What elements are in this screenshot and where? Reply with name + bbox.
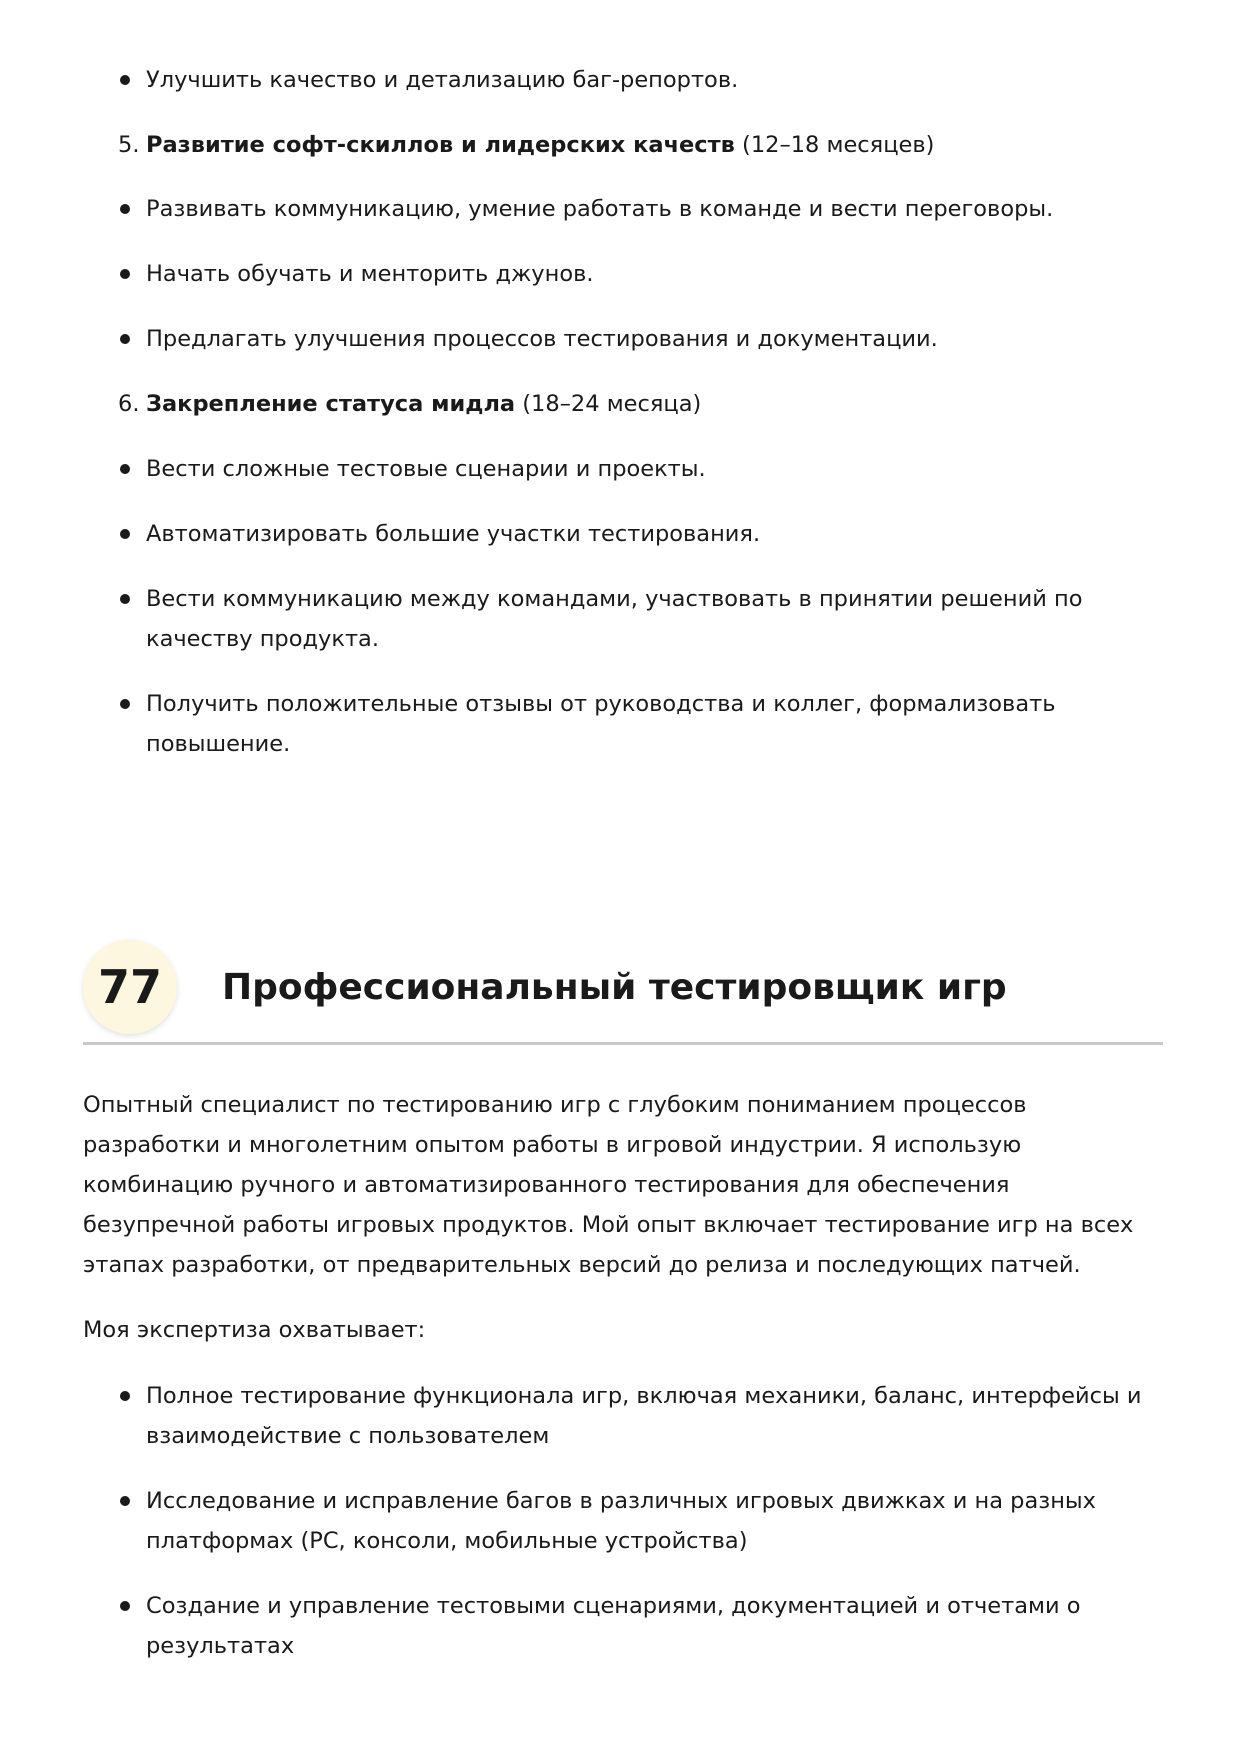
list-item: Начать обучать и менторить джунов. <box>146 254 1166 294</box>
expertise-label: Моя экспертиза охватывает: <box>83 1317 426 1343</box>
step-number: 6. <box>118 391 140 417</box>
list-item: Получить положительные отзывы от руководства и коллег, формализовать повышение. <box>146 684 1166 764</box>
section-number-badge: 77 <box>83 940 177 1034</box>
bullet-icon <box>120 464 130 474</box>
step-period: (12–18 месяцев) <box>742 132 935 158</box>
list-item: Исследование и исправление багов в различных игровых движках и на разных платформах (PC, консоли, мобильные устройства) <box>146 1481 1166 1561</box>
bullet-icon <box>120 75 130 85</box>
intro-paragraph: Опытный специалист по тестированию игр с глубоким пониманием процессов разработки и многолетним опытом работы в игровой индустрии. Я использую комбинацию ручного и автоматизированного тестирования для обеспечения безупречной работы игровых продуктов. Мой опыт включает тестирование игр на всех этапах разработки, от предварительных версий до релиза и последующих патчей. <box>83 1092 1134 1278</box>
bullet-icon <box>120 204 130 214</box>
list-item: Развивать коммуникацию, умение работать в команде и вести переговоры. <box>146 189 1166 229</box>
list-item: Создание и управление тестовыми сценариями, документацией и отчетами о результатах <box>146 1586 1166 1666</box>
bullet-icon <box>120 1496 130 1506</box>
list-item: Автоматизировать большие участки тестирования. <box>146 514 1166 554</box>
step-title: Развитие софт-скиллов и лидерских качеств <box>146 132 735 158</box>
list-item: Вести сложные тестовые сценарии и проекты. <box>146 449 1166 489</box>
bullet-icon <box>120 699 130 709</box>
bullet-icon <box>120 334 130 344</box>
bullet-icon <box>120 1391 130 1401</box>
section-title: Профессиональный тестировщик игр <box>222 967 1007 1008</box>
list-item: Улучшить качество и детализацию баг-репортов. <box>146 60 1166 100</box>
step-number: 5. <box>118 132 140 158</box>
section-header <box>83 940 1163 1046</box>
step-title: Закрепление статуса мидла <box>146 391 516 417</box>
numbered-step-5 <box>118 125 1166 165</box>
bullet-icon <box>120 1601 130 1611</box>
bullet-icon <box>120 529 130 539</box>
list-item: Полное тестирование функционала игр, включая механики, баланс, интерфейсы и взаимодействие с пользователем <box>146 1376 1166 1456</box>
bullet-icon <box>120 269 130 279</box>
bullet-icon <box>120 594 130 604</box>
step-period: (18–24 месяца) <box>522 391 702 417</box>
numbered-step-6 <box>118 384 1166 424</box>
list-item: Вести коммуникацию между командами, участвовать в принятии решений по качеству продукта. <box>146 579 1166 659</box>
section-divider <box>83 1042 1163 1045</box>
list-item: Предлагать улучшения процессов тестирования и документации. <box>146 319 1166 359</box>
